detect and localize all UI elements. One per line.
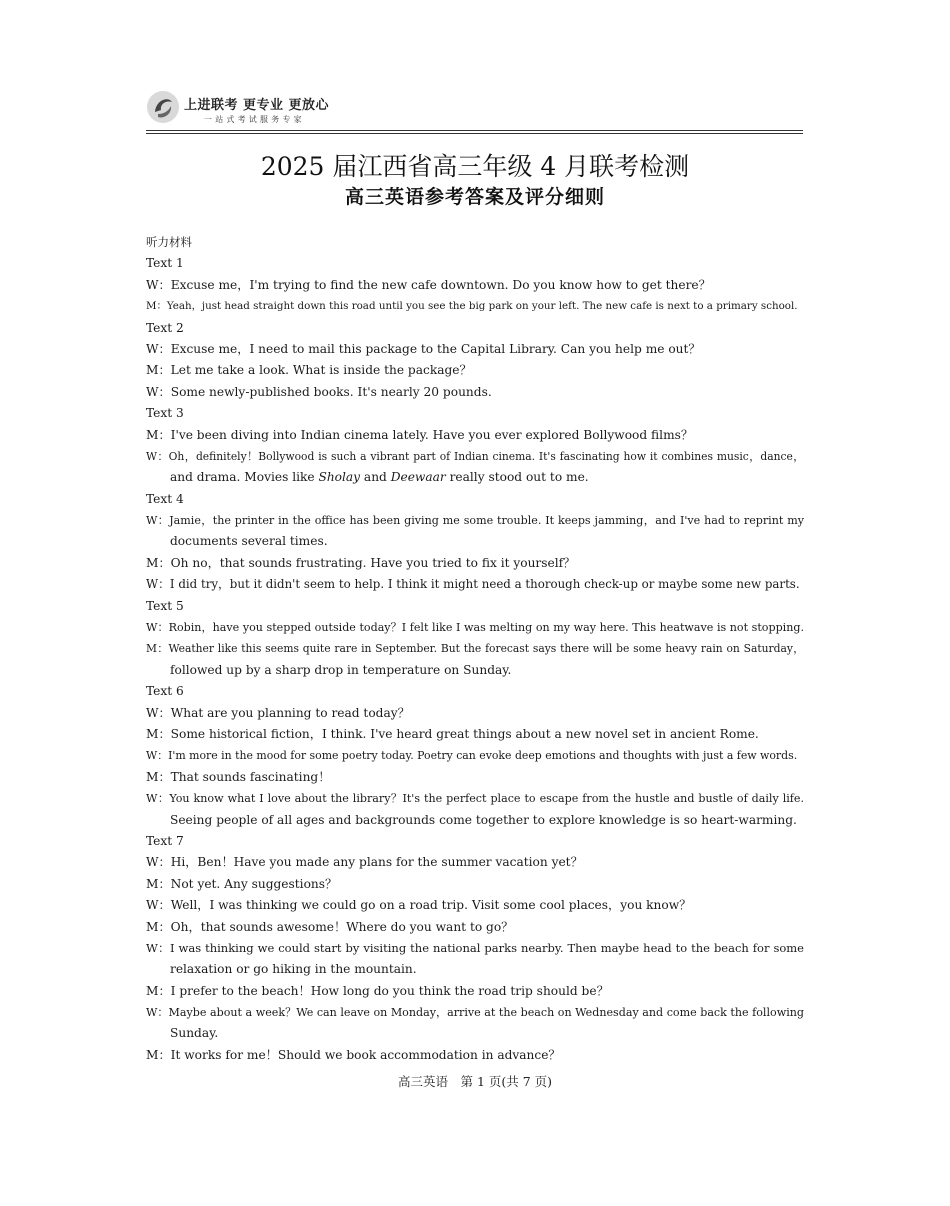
- dialogue-line: M：It works for me！Should we book accommodation in advance？: [146, 1047, 561, 1062]
- dialogue-line: W：Excuse me，I'm trying to find the new cafe downtown. Do you know how to get there？: [146, 277, 711, 292]
- text-heading: Text 7: [146, 833, 184, 848]
- listening-transcript: [146, 232, 804, 1066]
- dialogue-line: M：Oh no，that sounds frustrating. Have you tried to fix it yourself？: [146, 555, 576, 570]
- dialogue-line: W：Robin，have you stepped outside today？I felt like I was melting on my way here. This heatwave is not stopping.: [146, 621, 804, 635]
- dialogue-line: M：I prefer to the beach！How long do you think the road trip should be？: [146, 983, 609, 998]
- text-heading: Text 4: [146, 491, 184, 506]
- text-heading: Text 6: [146, 684, 184, 699]
- header-rule-bottom: [146, 133, 803, 134]
- dialogue-line: W：Some newly-published books. It's nearly 20 pounds.: [146, 384, 492, 399]
- film-title: Sholay: [318, 470, 361, 485]
- dialogue-line: W：Hi，Ben！Have you made any plans for the summer vacation yet？: [146, 855, 583, 870]
- dialogue-line: M：Yeah，just head straight down this road until you see the big park on your left. The new cafe is next to a primary school.: [146, 300, 798, 313]
- dialogue-line: W：Well，I was thinking we could go on a road trip. Visit some cool places，you know？: [146, 898, 692, 913]
- text-heading: Text 3: [146, 406, 184, 421]
- dialogue-line: W：I was thinking we could start by visiting the national parks nearby. Then maybe head to the beach for some: [146, 940, 804, 955]
- dialogue-line: M：Some historical fiction，I think. I've heard great things about a new novel set in ancient Rome.: [146, 726, 759, 741]
- dialogue-line: M：Oh，that sounds awesome！Where do you want to go？: [146, 919, 514, 934]
- dialogue-line-continued: Seeing people of all ages and backgrounds come together to explore knowledge is so heart-warming.: [170, 812, 797, 827]
- dialogue-line: M：I've been diving into Indian cinema lately. Have you ever explored Bollywood films？: [146, 427, 694, 442]
- dialogue-line-continued: relaxation or go hiking in the mountain.: [170, 962, 417, 977]
- dialogue-line: W：What are you planning to read today？: [146, 705, 410, 720]
- brand-header: [146, 90, 346, 130]
- dialogue-line: M：Not yet. Any suggestions？: [146, 876, 338, 891]
- text-heading: Text 2: [146, 320, 184, 335]
- dialogue-line: W：Maybe about a week？We can leave on Monday，arrive at the beach on Wednesday and come back the following: [146, 1006, 804, 1020]
- dialogue-line: W：I did try，but it didn't seem to help. I think it might need a thorough check-up or maybe some new parts.: [146, 577, 800, 592]
- dialogue-line: W：Jamie，the printer in the office has been giving me some trouble. It keeps jamming，and I've had to reprint my: [146, 514, 804, 528]
- text-heading: Text 5: [146, 598, 184, 613]
- dialogue-line: M：Let me take a look. What is inside the package？: [146, 363, 472, 378]
- page-subtitle: 高三英语参考答案及评分细则: [344, 186, 605, 208]
- line-text: and drama. Movies like: [170, 470, 319, 485]
- dialogue-line: W：I'm more in the mood for some poetry today. Poetry can evoke deep emotions and thoughts with just a few words.: [146, 749, 798, 763]
- dialogue-line: W：Oh，definitely！Bollywood is such a vibrant part of Indian cinema. It's fascinating how it combines music，dance，: [146, 449, 804, 463]
- page-footer: 高三英语 第 1 页(共 7 页): [397, 1074, 553, 1089]
- text-heading: Text 1: [146, 256, 184, 271]
- line-text: really stood out to me.: [445, 470, 589, 485]
- line-text: and: [360, 470, 391, 485]
- dialogue-line: M：Weather like this seems quite rare in September. But the forecast says there will be some heavy rain on Saturday，: [146, 642, 804, 656]
- brand-slogan: 上进联考 更专业 更放心: [184, 98, 330, 113]
- section-heading: 听力材料: [146, 235, 192, 249]
- dialogue-line: W：Excuse me，I need to mail this package to the Capital Library. Can you help me out？: [146, 341, 701, 356]
- dialogue-line-continued: [146, 467, 804, 488]
- dialogue-line-continued: documents several times.: [170, 534, 328, 549]
- dialogue-line: M：That sounds fascinating！: [146, 769, 331, 784]
- film-title: Deewaar: [390, 470, 446, 485]
- brand-logo-icon: [146, 90, 180, 124]
- dialogue-line-continued: followed up by a sharp drop in temperature on Sunday.: [170, 662, 512, 677]
- dialogue-line-continued: Sunday.: [170, 1026, 219, 1041]
- page-title: 2025 届江西省高三年级 4 月联考检测: [260, 152, 690, 181]
- dialogue-line: W：You know what I love about the library？It's the perfect place to escape from the hustle and bustle of daily life.: [146, 792, 804, 806]
- brand-subslogan: 一站式考试服务专家: [204, 115, 305, 124]
- header-rule-top: [146, 130, 803, 131]
